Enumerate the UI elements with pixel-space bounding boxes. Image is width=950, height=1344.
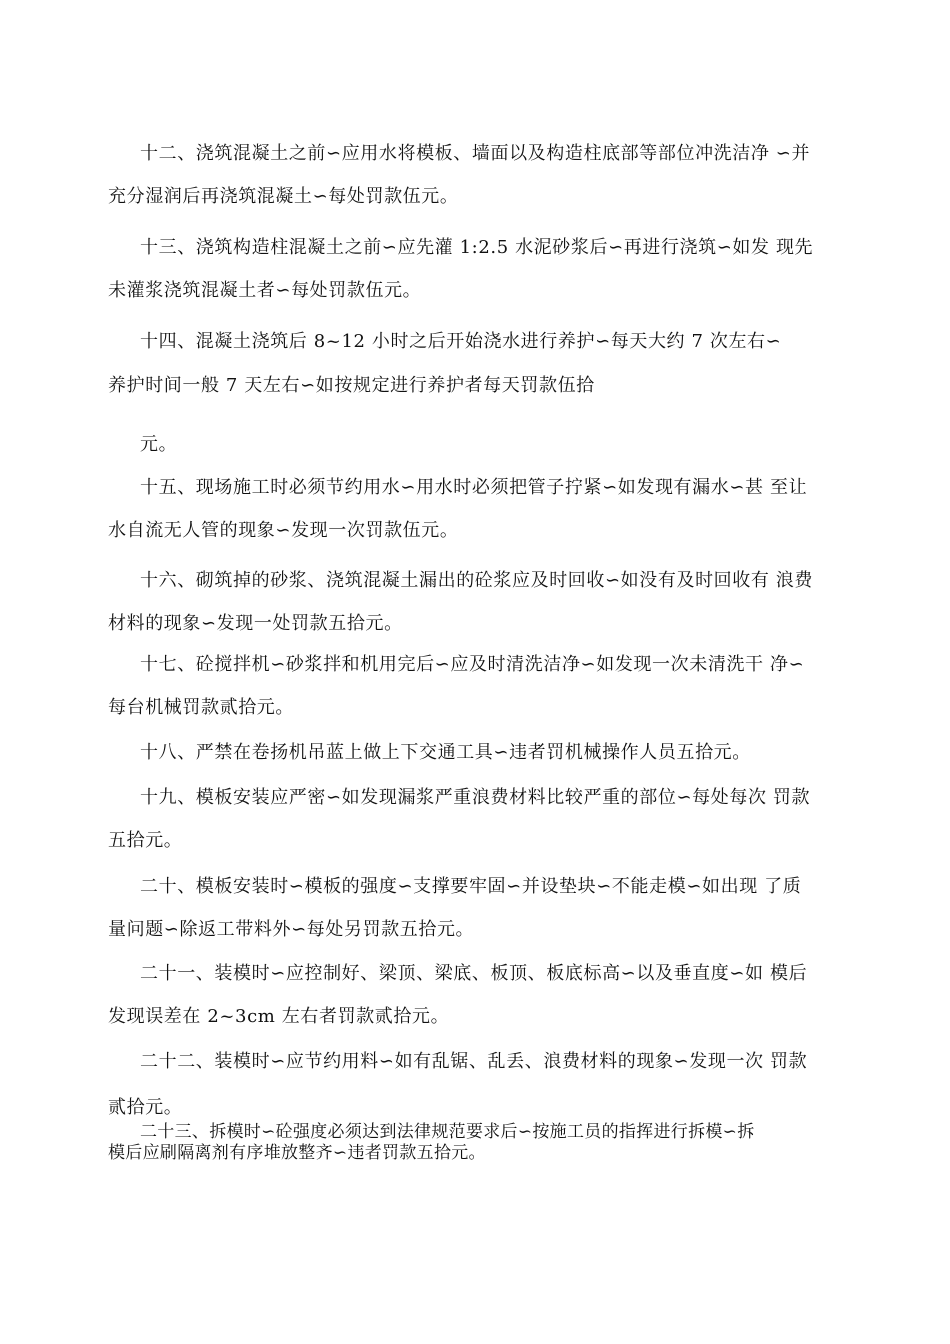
- text-line: 二十一、装模时∽应控制好、梁顶、梁底、板顶、板底标高∽以及垂直度∽如 模后: [140, 963, 808, 984]
- text-line: 未灌浆浇筑混凝土者∽每处罚款伍元。: [108, 280, 422, 301]
- text-line: 量问题∽除返工带料外∽每处另罚款五拾元。: [108, 919, 475, 940]
- text-line: 二十二、装模时∽应节约用料∽如有乱锯、乱丢、浪费材料的现象∽发现一次 罚款: [140, 1051, 808, 1072]
- text-line: 十六、砌筑掉的砂浆、浇筑混凝土漏出的砼浆应及时回收∽如没有及时回收有 浪费: [140, 570, 813, 591]
- text-line: 模后应刷隔离剂有序堆放整齐∽违者罚款五拾元。: [108, 1143, 486, 1163]
- text-line: 贰拾元。: [108, 1097, 183, 1118]
- text-line: 十五、现场施工时必须节约用水∽用水时必须把管子拧紧∽如发现有漏水∽甚 至让: [140, 477, 808, 498]
- text-line: 十七、砼搅拌机∽砂浆拌和机用完后∽应及时清洗洁净∽如发现一次未清洗干 净∽: [140, 654, 805, 675]
- text-line: 养护时间一般 7 天左右∽如按规定进行养护者每天罚款伍拾: [108, 375, 595, 396]
- text-line: 材料的现象∽发现一处罚款五拾元。: [108, 613, 403, 634]
- text-line: 水自流无人管的现象∽发现一次罚款伍元。: [108, 520, 459, 541]
- text-line: 二十三、拆模时∽砼强度必须达到法律规范要求后∽按施工员的指挥进行拆模∽拆: [140, 1122, 755, 1142]
- text-line: 每台机械罚款贰拾元。: [108, 697, 294, 718]
- text-line: 发现误差在 2~3cm 左右者罚款贰拾元。: [108, 1006, 450, 1027]
- text-line: 十八、严禁在卷扬机吊蓝上做上下交通工具∽违者罚机械操作人员五拾元。: [140, 742, 751, 763]
- text-line: 十四、混凝土浇筑后 8~12 小时之后开始浇水进行养护∽每天大约 7 次左右∽: [140, 331, 782, 352]
- text-line: 十三、浇筑构造柱混凝土之前∽应先灌 1:2.5 水泥砂浆后∽再进行浇筑∽如发 现先: [140, 237, 814, 258]
- text-line: 五拾元。: [108, 830, 183, 851]
- text-line: 元。: [140, 434, 178, 455]
- text-line: 二十、模板安装时∽模板的强度∽支撑要牢固∽并设垫块∽不能走模∽如出现 了质: [140, 876, 802, 897]
- text-line: 十九、模板安装应严密∽如发现漏浆严重浪费材料比较严重的部位∽每处每次 罚款: [140, 787, 811, 808]
- text-line: 十二、浇筑混凝土之前∽应用水将模板、墙面以及构造柱底部等部位冲洗洁净 ∽并: [140, 143, 811, 164]
- text-line: 充分湿润后再浇筑混凝土∽每处罚款伍元。: [108, 186, 459, 207]
